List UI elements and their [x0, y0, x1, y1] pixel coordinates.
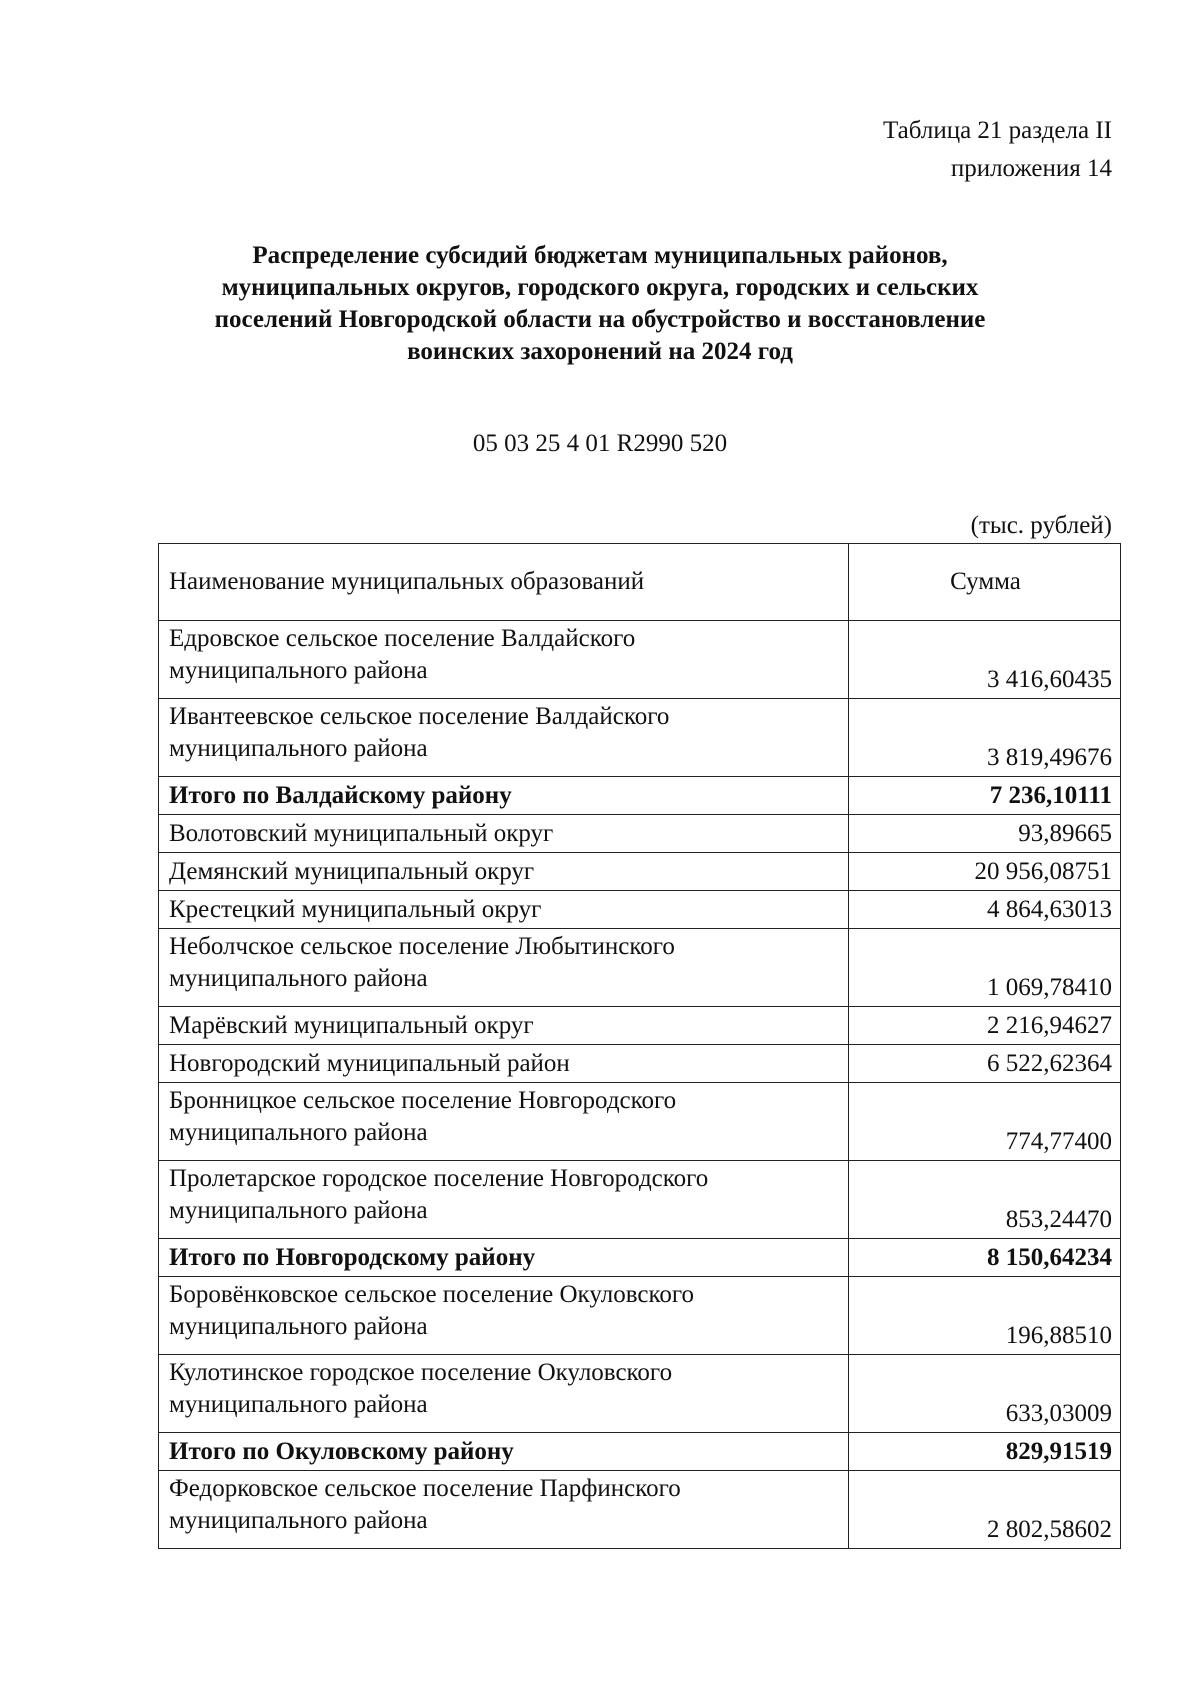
row-sum: 3 819,49676 [849, 699, 1121, 777]
row-name-line1: Федорковское сельское поселение Парфинского [169, 1475, 681, 1502]
table-row [159, 929, 1121, 1007]
row-sum: 8 150,64234 [849, 1239, 1121, 1277]
row-name-line2: муниципального района [169, 1119, 428, 1146]
row-name-line2: муниципального района [169, 657, 428, 684]
table-header-row [159, 544, 1121, 621]
table-row-total [159, 1239, 1121, 1277]
row-sum: 829,91519 [849, 1433, 1121, 1471]
row-sum: 93,89665 [849, 815, 1121, 853]
row-name-line2: муниципального района [169, 735, 428, 762]
title-line3: поселений Новгородской области на обустройство и восстановление [214, 306, 986, 333]
row-name [159, 1277, 849, 1355]
title-line2: муниципальных округов, городского округа, городских и сельских [221, 274, 979, 301]
row-name-line1: Пролетарское городское поселение Новгородского [169, 1165, 709, 1192]
column-header-sum: Сумма [849, 544, 1121, 621]
table-row [159, 1355, 1121, 1433]
row-name-line2: муниципального района [169, 1391, 428, 1418]
subsidy-table [158, 543, 1121, 1549]
row-name-line1: Кулотинское городское поселение Окуловского [169, 1359, 673, 1386]
row-name-line1: Неболчское сельское поселение Любытинского [169, 933, 675, 960]
units-label: (тыс. рублей) [970, 512, 1112, 539]
row-name: Демянский муниципальный округ [159, 853, 849, 891]
row-sum: 3 416,60435 [849, 621, 1121, 699]
table-row [159, 1277, 1121, 1355]
row-name-line1: Ивантеевское сельское поселение Валдайского [169, 703, 670, 730]
row-name [159, 1083, 849, 1161]
row-sum: 2 216,94627 [849, 1007, 1121, 1045]
column-header-name: Наименование муниципальных образований [159, 544, 849, 621]
row-name: Марёвский муниципальный округ [159, 1007, 849, 1045]
table-row [159, 891, 1121, 929]
table-row [159, 1007, 1121, 1045]
row-sum: 853,24470 [849, 1161, 1121, 1239]
row-sum: 196,88510 [849, 1277, 1121, 1355]
title-line1: Распределение субсидий бюджетам муниципальных районов, [252, 242, 948, 269]
row-name-line1: Едровское сельское поселение Валдайского [169, 625, 636, 652]
row-name [159, 699, 849, 777]
title-line4: воинских захоронений на 2024 год [407, 338, 793, 365]
table-row [159, 699, 1121, 777]
table-row-total [159, 1433, 1121, 1471]
table-row [159, 621, 1121, 699]
budget-code: 05 03 25 4 01 R2990 520 [472, 430, 728, 457]
row-sum: 20 956,08751 [849, 853, 1121, 891]
table-row [159, 815, 1121, 853]
row-sum: 6 522,62364 [849, 1045, 1121, 1083]
row-sum: 2 802,58602 [849, 1471, 1121, 1549]
table-row [159, 1471, 1121, 1549]
row-name: Новгородский муниципальный район [159, 1045, 849, 1083]
row-name: Крестецкий муниципальный округ [159, 891, 849, 929]
table-row [159, 1045, 1121, 1083]
row-sum: 4 864,63013 [849, 891, 1121, 929]
row-name-line2: муниципального района [169, 1313, 428, 1340]
row-name: Итого по Валдайскому району [159, 777, 849, 815]
table-reference-line2: приложения 14 [950, 155, 1112, 182]
row-name [159, 1161, 849, 1239]
table-reference-line1: Таблица 21 раздела II [883, 117, 1112, 144]
row-sum: 633,03009 [849, 1355, 1121, 1433]
row-name: Итого по Окуловскому району [159, 1433, 849, 1471]
row-sum: 1 069,78410 [849, 929, 1121, 1007]
row-name [159, 1471, 849, 1549]
table-row-total [159, 777, 1121, 815]
row-sum: 7 236,10111 [849, 777, 1121, 815]
row-name-line2: муниципального района [169, 1197, 428, 1224]
table-row [159, 853, 1121, 891]
row-name-line2: муниципального района [169, 965, 428, 992]
row-name [159, 621, 849, 699]
table-row [159, 1083, 1121, 1161]
document-title [150, 240, 1050, 368]
row-name: Волотовский муниципальный округ [159, 815, 849, 853]
row-name [159, 929, 849, 1007]
row-name-line1: Боровёнковское сельское поселение Окуловского [169, 1281, 694, 1308]
row-name: Итого по Новгородскому району [159, 1239, 849, 1277]
table-row [159, 1161, 1121, 1239]
row-name-line2: муниципального района [169, 1507, 428, 1534]
table-reference [883, 112, 1112, 188]
row-name-line1: Бронницкое сельское поселение Новгородского [169, 1087, 677, 1114]
row-sum: 774,77400 [849, 1083, 1121, 1161]
row-name [159, 1355, 849, 1433]
